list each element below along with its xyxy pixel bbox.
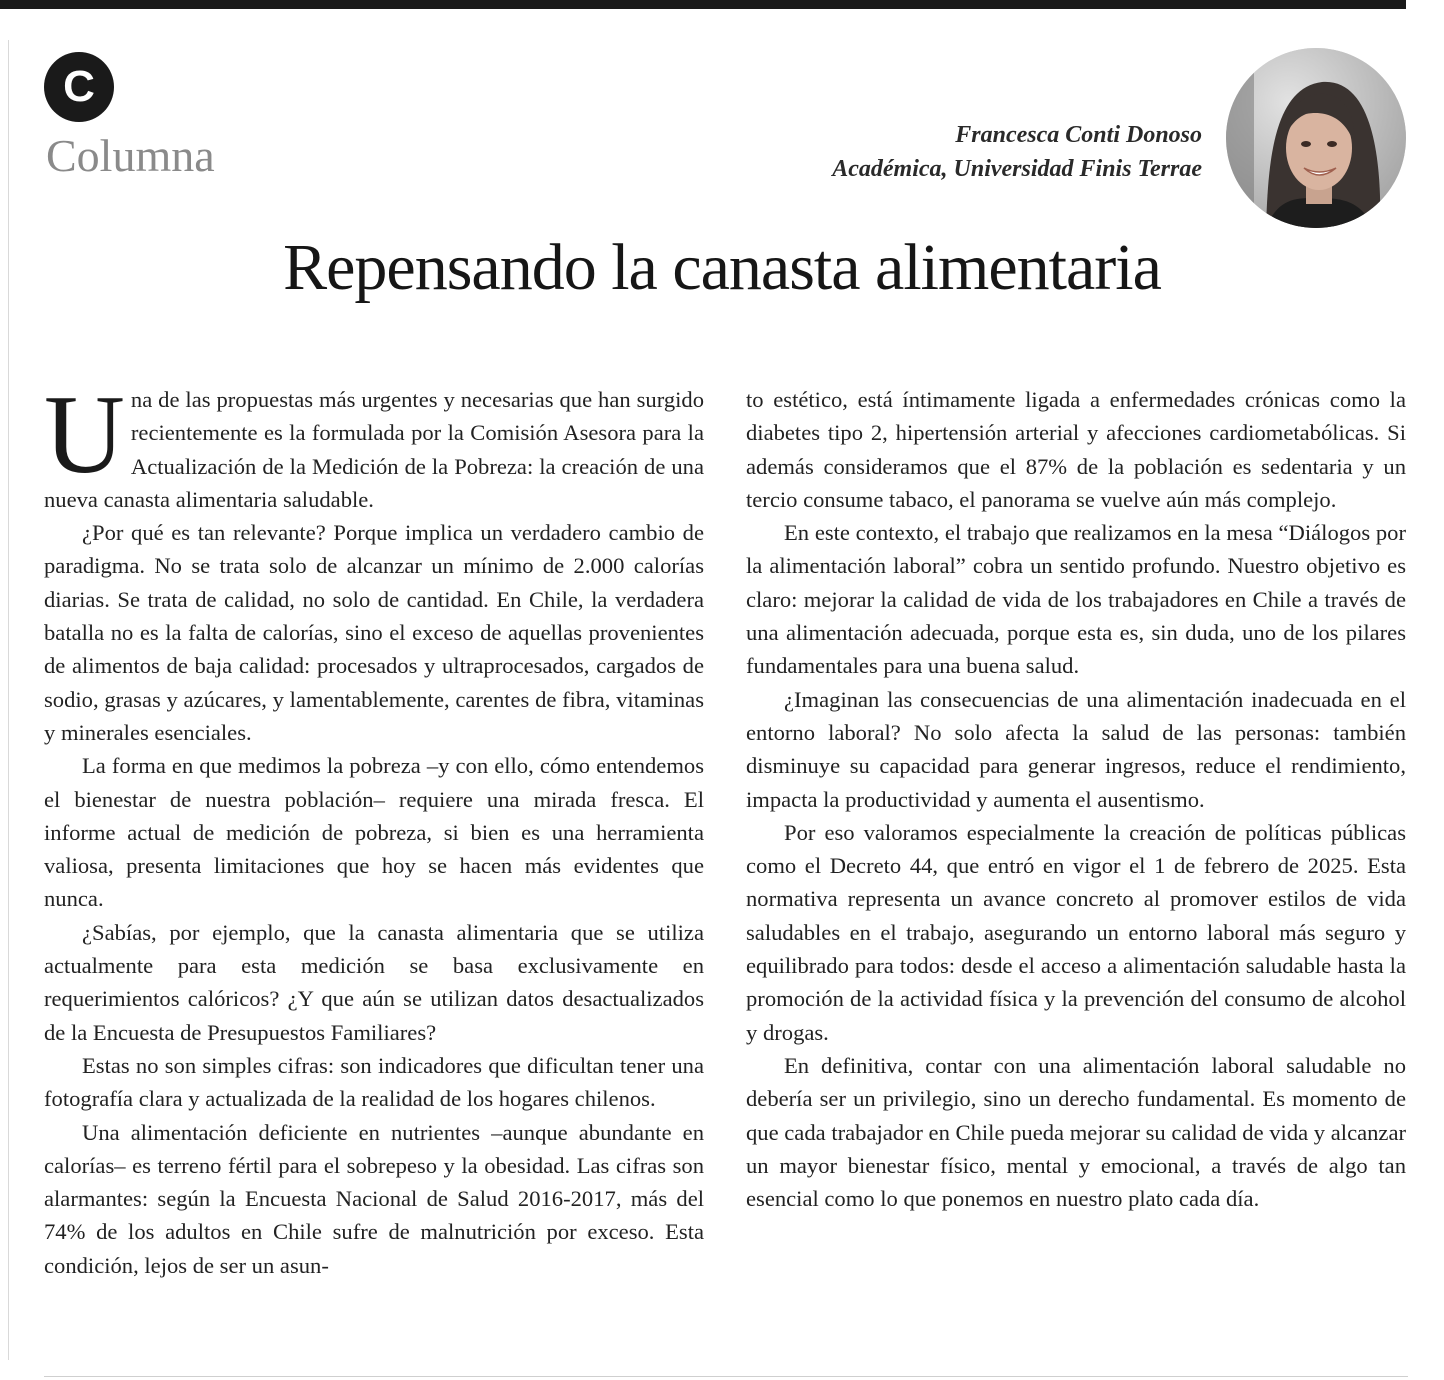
author-photo (1226, 48, 1406, 228)
article-paragraph: ¿Imaginan las consecuencias de una alimentación inadecuada en el entorno laboral? No solo afecta la salud de las personas: también disminuye su capacidad para generar ingresos, reduce el rendimiento, impacta la productividad y aumenta el ausentismo. (746, 686, 1406, 812)
article-column-left (44, 373, 704, 1282)
section-label: Columna (46, 130, 215, 181)
section-badge: C (44, 52, 114, 122)
byline (832, 118, 1202, 186)
bottom-rule (44, 1376, 1408, 1377)
article-paragraph: Estas no son simples cifras: son indicadores que dificultan tener una fotografía clara y actualizada de la realidad de los hogares chilenos. (44, 1052, 704, 1112)
article-paragraph: ¿Sabías, por ejemplo, que la canasta alimentaria que se utiliza actualmente para esta medición se basa exclusivamente en requerimientos calóricos? ¿Y que aún se utilizan datos desactualizados de la Encuesta de Presupuestos Familiares? (44, 919, 704, 1045)
article-paragraph: Una alimentación deficiente en nutrientes –aunque abundante en calorías– es terreno fértil para el sobrepeso y la obesidad. Las cifras son alarmantes: según la Encuesta Nacional de Salud 2016-2017, más del 74% de los adultos en Chile sufre de malnutrición por exceso. Esta condición, lejos de ser un asun- (44, 1119, 704, 1278)
author-name: Francesca Conti Donoso (955, 122, 1202, 148)
article-column-right (746, 383, 1406, 1215)
dropcap: U (44, 373, 125, 497)
headline: Repensando la canasta alimentaria (283, 231, 1161, 304)
article-paragraph: En este contexto, el trabajo que realizamos en la mesa “Diálogos por la alimentación laboral” cobra un sentido profundo. Nuestro objetivo es claro: mejorar la calidad de vida de los trabajadores en Chile a través de una alimentación adecuada, porque esta es, sin duda, uno de los pilares fundamentales para una buena salud. (746, 520, 1406, 679)
article-paragraph: Por eso valoramos especialmente la creación de políticas públicas como el Decreto 44, que entró en vigor el 1 de febrero de 2025. Esta normativa representa un avance concreto al promover estilos de vida saludables en el trabajo, asegurando un entorno laboral más seguro y equilibrado para todos: desde el acceso a alimentación saludable hasta la promoción de la actividad física y la prevención del consumo de alcohol y drogas. (746, 819, 1406, 1045)
article-paragraph: ¿Por qué es tan relevante? Porque implica un verdadero cambio de paradigma. No se trata solo de alcanzar un mínimo de 2.000 calorías diarias. Se trata de calidad, no solo de cantidad. En Chile, la verdadera batalla no es la falta de calorías, sino el exceso de aquellas provenientes de alimentos de baja calidad: procesados y ultraprocesados, cargados de sodio, grasas y azúcares, y lamentablemente, carentes de fibra, vitaminas y minerales esenciales. (44, 520, 704, 745)
author-portrait-icon (1226, 48, 1406, 228)
article-paragraph: to estético, está íntimamente ligada a enfermedades crónicas como la diabetes tipo 2, hipertensión arterial y afecciones cardiometabólicas. Si además consideramos que el 87% de la población es sedentaria y un tercio consume tabaco, el panorama se vuelve aún más complejo. (746, 387, 1406, 512)
article-paragraph: En definitiva, contar con una alimentación laboral saludable no debería ser un privilegio, sino un derecho fundamental. Es momento de que cada trabajador en Chile pueda mejorar su calidad de vida y alcanzar un mayor bienestar físico, mental y emocional, a través de algo tan esencial como lo que ponemos en nuestro plato cada día. (746, 1052, 1406, 1212)
paragraph-text: na de las propuestas más urgentes y necesarias que han surgido recientemente es la formulada por la Comisión Asesora para la Actualización de la Medición de la Pobreza: la creación de una nueva canasta alimentaria saludable. (44, 387, 704, 512)
top-rule (0, 0, 1406, 9)
article-paragraph (44, 373, 704, 516)
article-paragraph: La forma en que medimos la pobreza –y con ello, cómo entendemos el bienestar de nuestra población– requiere una mirada fresca. El informe actual de medición de pobreza, si bien es una herramienta valiosa, presenta limitaciones que hoy se hacen más evidentes que nunca. (44, 753, 704, 912)
author-affiliation: Académica, Universidad Finis Terrae (832, 156, 1202, 182)
